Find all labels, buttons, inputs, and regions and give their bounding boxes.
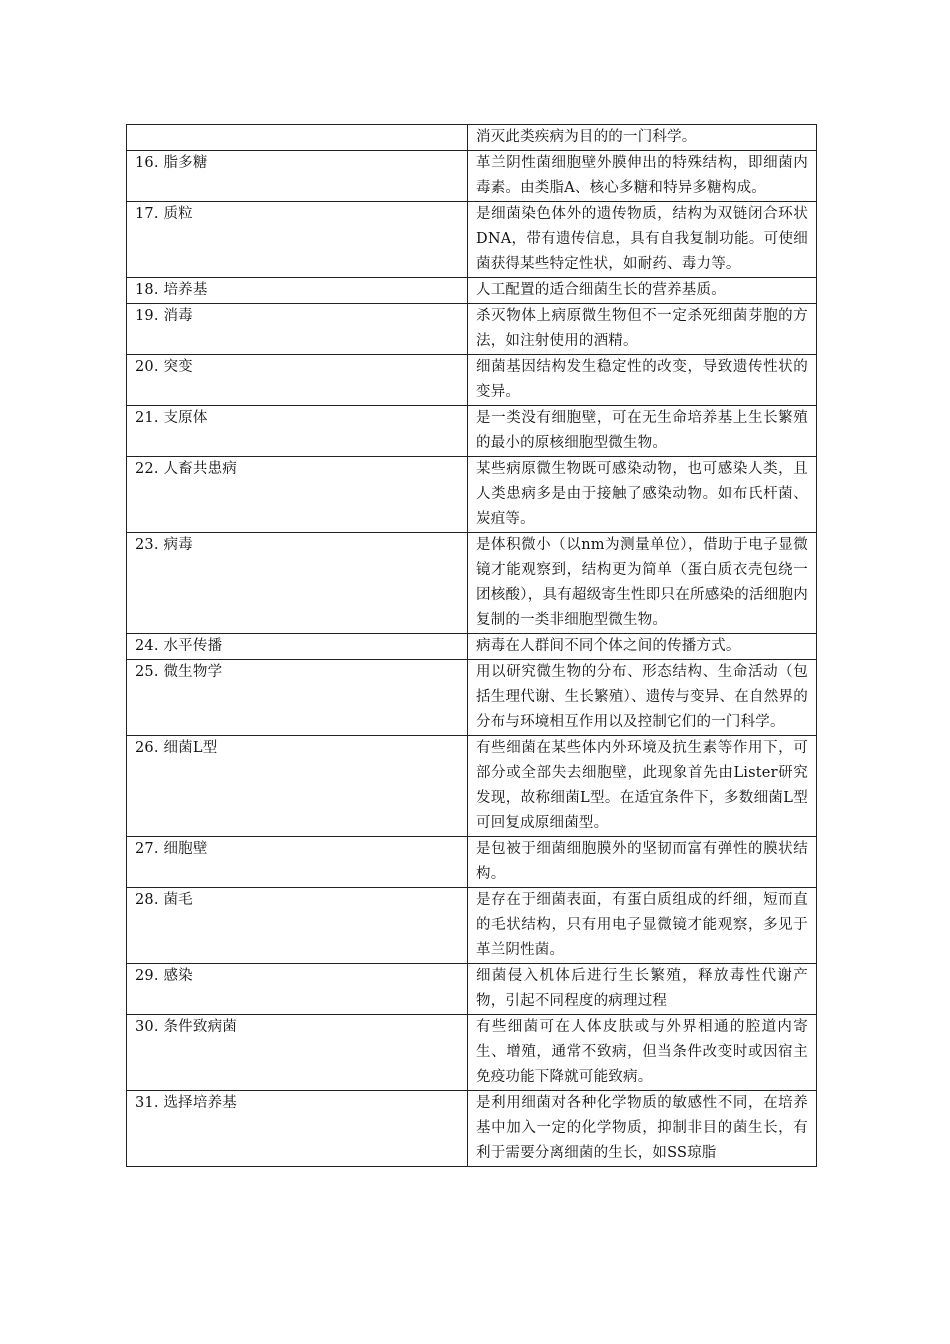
term-cell: 22. 人畜共患病 bbox=[127, 457, 468, 533]
term-cell: 19. 消毒 bbox=[127, 304, 468, 355]
term-cell: 27. 细胞壁 bbox=[127, 837, 468, 888]
term-cell: 24. 水平传播 bbox=[127, 634, 468, 660]
term-cell bbox=[127, 125, 468, 151]
definition-cell: 某些病原微生物既可感染动物，也可感染人类，且人类患病多是由于接触了感染动物。如布氏杆菌、炭疽等。 bbox=[468, 457, 817, 533]
table-row bbox=[127, 406, 817, 457]
glossary-table bbox=[126, 124, 817, 1167]
term-cell: 26. 细菌L型 bbox=[127, 736, 468, 837]
definition-cell: 用以研究微生物的分布、形态结构、生命活动（包括生理代谢、生长繁殖）、遗传与变异、在自然界的分布与环境相互作用以及控制它们的一门科学。 bbox=[468, 660, 817, 736]
table-row bbox=[127, 837, 817, 888]
term-cell: 29. 感染 bbox=[127, 964, 468, 1015]
term-cell: 31. 选择培养基 bbox=[127, 1091, 468, 1167]
term-cell: 21. 支原体 bbox=[127, 406, 468, 457]
definition-cell: 病毒在人群间不同个体之间的传播方式。 bbox=[468, 634, 817, 660]
term-cell: 25. 微生物学 bbox=[127, 660, 468, 736]
table-row bbox=[127, 278, 817, 304]
table-row bbox=[127, 151, 817, 202]
definition-cell: 有些细菌在某些体内外环境及抗生素等作用下，可部分或全部失去细胞壁，此现象首先由Lister研究发现，故称细菌L型。在适宜条件下，多数细菌L型可回复成原细菌型。 bbox=[468, 736, 817, 837]
table-row bbox=[127, 304, 817, 355]
table-row bbox=[127, 736, 817, 837]
table-row bbox=[127, 355, 817, 406]
definition-cell: 是体积微小（以nm为测量单位），借助于电子显微镜才能观察到，结构更为简单（蛋白质衣壳包绕一团核酸），具有超级寄生性即只在所感染的活细胞内复制的一类非细胞型微生物。 bbox=[468, 533, 817, 634]
definition-cell: 人工配置的适合细菌生长的营养基质。 bbox=[468, 278, 817, 304]
term-cell: 30. 条件致病菌 bbox=[127, 1015, 468, 1091]
table-row bbox=[127, 457, 817, 533]
definition-cell: 细菌基因结构发生稳定性的改变，导致遗传性状的变异。 bbox=[468, 355, 817, 406]
definition-cell: 是一类没有细胞壁，可在无生命培养基上生长繁殖的最小的原核细胞型微生物。 bbox=[468, 406, 817, 457]
term-cell: 20. 突变 bbox=[127, 355, 468, 406]
table-row bbox=[127, 888, 817, 964]
table-row bbox=[127, 125, 817, 151]
definition-cell: 消灭此类疾病为目的的一门科学。 bbox=[468, 125, 817, 151]
table-row bbox=[127, 634, 817, 660]
term-cell: 16. 脂多糖 bbox=[127, 151, 468, 202]
term-cell: 17. 质粒 bbox=[127, 202, 468, 278]
table-row bbox=[127, 1015, 817, 1091]
definition-cell: 是包被于细菌细胞膜外的坚韧而富有弹性的膜状结构。 bbox=[468, 837, 817, 888]
definition-cell: 是细菌染色体外的遗传物质，结构为双链闭合环状DNA，带有遗传信息，具有自我复制功能。可使细菌获得某些特定性状，如耐药、毒力等。 bbox=[468, 202, 817, 278]
term-cell: 28. 菌毛 bbox=[127, 888, 468, 964]
term-cell: 18. 培养基 bbox=[127, 278, 468, 304]
definition-cell: 杀灭物体上病原微生物但不一定杀死细菌芽胞的方法，如注射使用的酒精。 bbox=[468, 304, 817, 355]
definition-cell: 是存在于细菌表面，有蛋白质组成的纤细，短而直的毛状结构，只有用电子显微镜才能观察，多见于革兰阴性菌。 bbox=[468, 888, 817, 964]
table-row bbox=[127, 533, 817, 634]
definition-cell: 革兰阴性菌细胞壁外膜伸出的特殊结构，即细菌内毒素。由类脂A、核心多糖和特异多糖构成。 bbox=[468, 151, 817, 202]
definition-cell: 细菌侵入机体后进行生长繁殖，释放毒性代谢产物，引起不同程度的病理过程 bbox=[468, 964, 817, 1015]
table-row bbox=[127, 202, 817, 278]
term-cell: 23. 病毒 bbox=[127, 533, 468, 634]
table-row bbox=[127, 660, 817, 736]
definition-cell: 有些细菌可在人体皮肤或与外界相通的腔道内寄生、增殖，通常不致病，但当条件改变时或因宿主免疫功能下降就可能致病。 bbox=[468, 1015, 817, 1091]
table-row bbox=[127, 964, 817, 1015]
definition-cell: 是利用细菌对各种化学物质的敏感性不同，在培养基中加入一定的化学物质，抑制非目的菌生长，有利于需要分离细菌的生长，如SS琼脂 bbox=[468, 1091, 817, 1167]
table-row bbox=[127, 1091, 817, 1167]
